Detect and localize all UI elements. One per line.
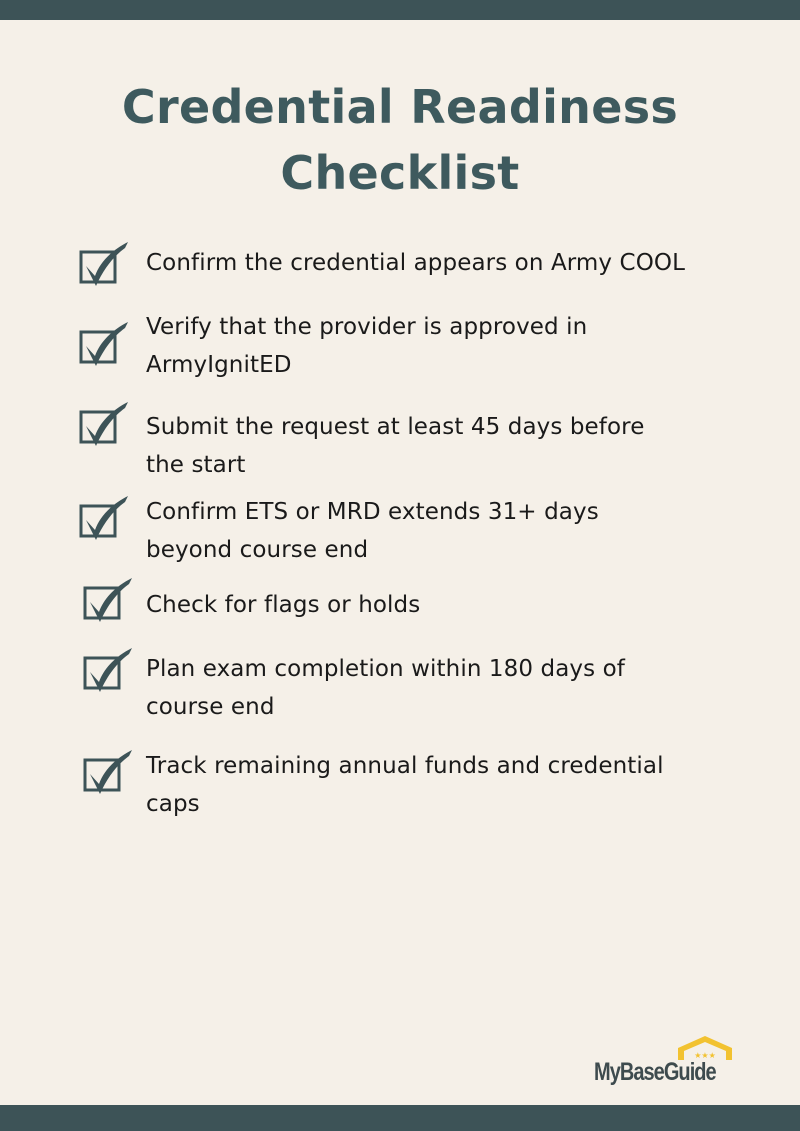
- checkbox-checked-icon: [82, 748, 142, 804]
- checklist-item-text: Plan exam completion within 180 days of course end: [146, 656, 625, 720]
- title-line-2: Checklist: [280, 146, 520, 200]
- checkbox-checked-icon: [82, 646, 142, 702]
- checkbox-checked-icon: [78, 400, 138, 456]
- checklist-item-text: Confirm ETS or MRD extends 31+ days beyond course end: [146, 499, 599, 563]
- svg-text:★★★: ★★★: [694, 1051, 716, 1060]
- title-line-1: Credential Readiness: [121, 80, 679, 134]
- checklist-item-text: Submit the request at least 45 days before the start: [146, 414, 645, 478]
- mybaseguide-logo: [590, 1032, 740, 1092]
- bottom-border-bar: [0, 1105, 800, 1131]
- checkbox-checked-icon: [82, 576, 142, 632]
- checkbox-checked-icon: [78, 494, 138, 550]
- checklist-item-text: Check for flags or holds: [146, 592, 421, 618]
- checkbox-checked-icon: [78, 320, 138, 376]
- logo-text: MyBaseGuide: [594, 1058, 716, 1086]
- top-border-bar: [0, 0, 800, 20]
- checklist-item-text: Confirm the credential appears on Army COOL: [146, 250, 686, 276]
- checklist-item-text: Track remaining annual funds and credential caps: [146, 753, 664, 817]
- page-title: [0, 74, 800, 206]
- checkbox-checked-icon: [78, 240, 138, 296]
- checklist-item-text: Verify that the provider is approved in ArmyIgnitED: [146, 314, 588, 378]
